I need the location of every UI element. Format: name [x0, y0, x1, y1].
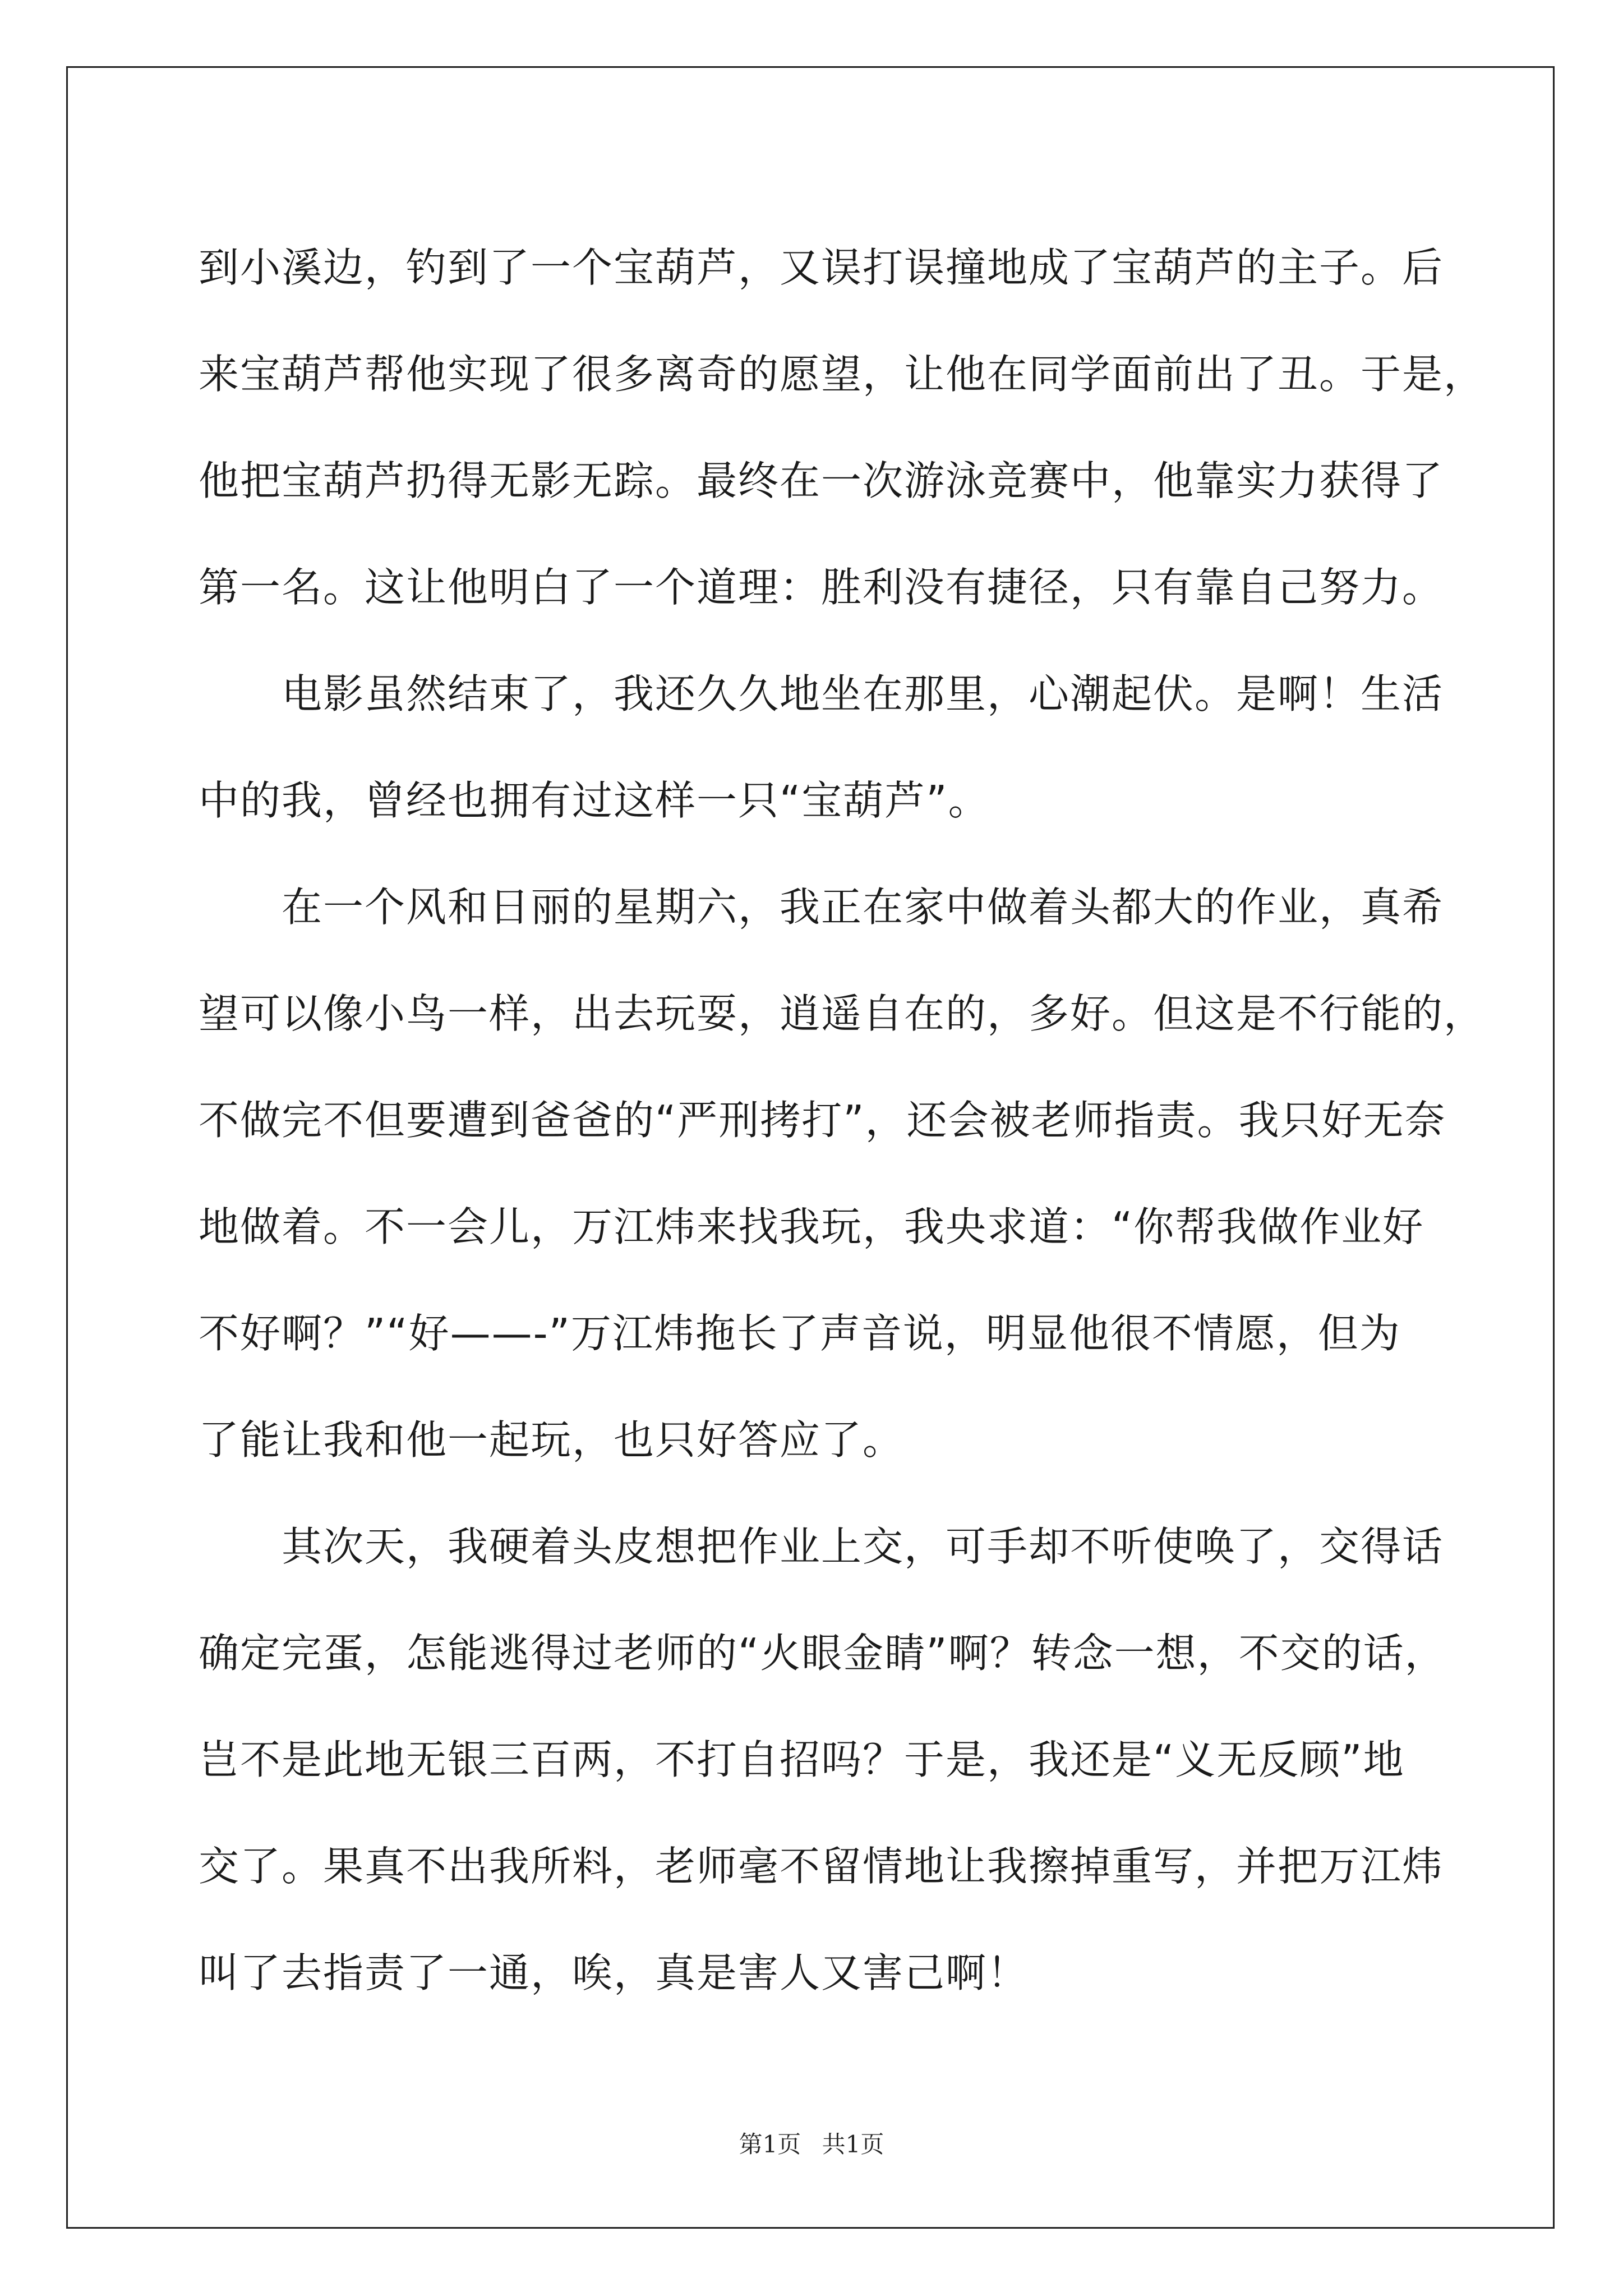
text-line: 其次天，我硬着头皮想把作业上交，可手却不听使唤了，交得话 — [199, 1523, 1444, 1570]
text-line: 望可以像小鸟一样，出去玩耍，逍遥自在的，多好。但这是不行能的， — [199, 990, 1486, 1037]
text-line: 确定完蛋，怎能逃得过老师的“火眼金睛”啊？转念一想，不交的话， — [199, 1630, 1446, 1677]
text-line: 不做完不但要遭到爸爸的“严刑拷打”，还会被老师指责。我只好无奈 — [199, 1097, 1446, 1144]
text-line: 他把宝葫芦扔得无影无踪。最终在一次游泳竞赛中，他靠实力获得了 — [199, 457, 1444, 504]
text-line: 了能让我和他一起玩，也只好答应了。 — [199, 1416, 905, 1464]
text-line: 第一名。这让他明白了一个道理：胜利没有捷径，只有靠自己努力。 — [199, 564, 1444, 611]
text-line: 中的我，曾经也拥有过这样一只“宝葫芦”。 — [199, 777, 990, 824]
document-body — [199, 214, 1486, 2026]
text-line: 来宝葫芦帮他实现了很多离奇的愿望，让他在同学面前出了丑。于是， — [199, 351, 1486, 398]
page-total: 共1页 — [822, 2131, 884, 2158]
text-line: 电影虽然结束了，我还久久地坐在那里，心潮起伏。是啊！生活 — [199, 670, 1444, 717]
text-line: 在一个风和日丽的星期六，我正在家中做着头都大的作业，真希 — [199, 884, 1444, 931]
text-line: 不好啊？”“好——-”万江炜拖长了声音说，明显他很不情愿，但为 — [199, 1310, 1401, 1357]
text-line: 到小溪边，钓到了一个宝葫芦，又误打误撞地成了宝葫芦的主子。后 — [199, 244, 1444, 291]
page-footer — [0, 2126, 1623, 2160]
text-line: 叫了去指责了一通，唉，真是害人又害己啊！ — [199, 1949, 1029, 1996]
text-line: 地做着。不一会儿，万江炜来找我玩，我央求道：“你帮我做作业好 — [199, 1203, 1424, 1250]
text-line: 交了。果真不出我所料，老师毫不留情地让我擦掉重写，并把万江炜 — [199, 1843, 1444, 1890]
page-number: 第1页 — [739, 2131, 801, 2158]
text-line: 岂不是此地无银三百两，不打自招吗？于是，我还是“义无反顾”地 — [199, 1736, 1405, 1783]
